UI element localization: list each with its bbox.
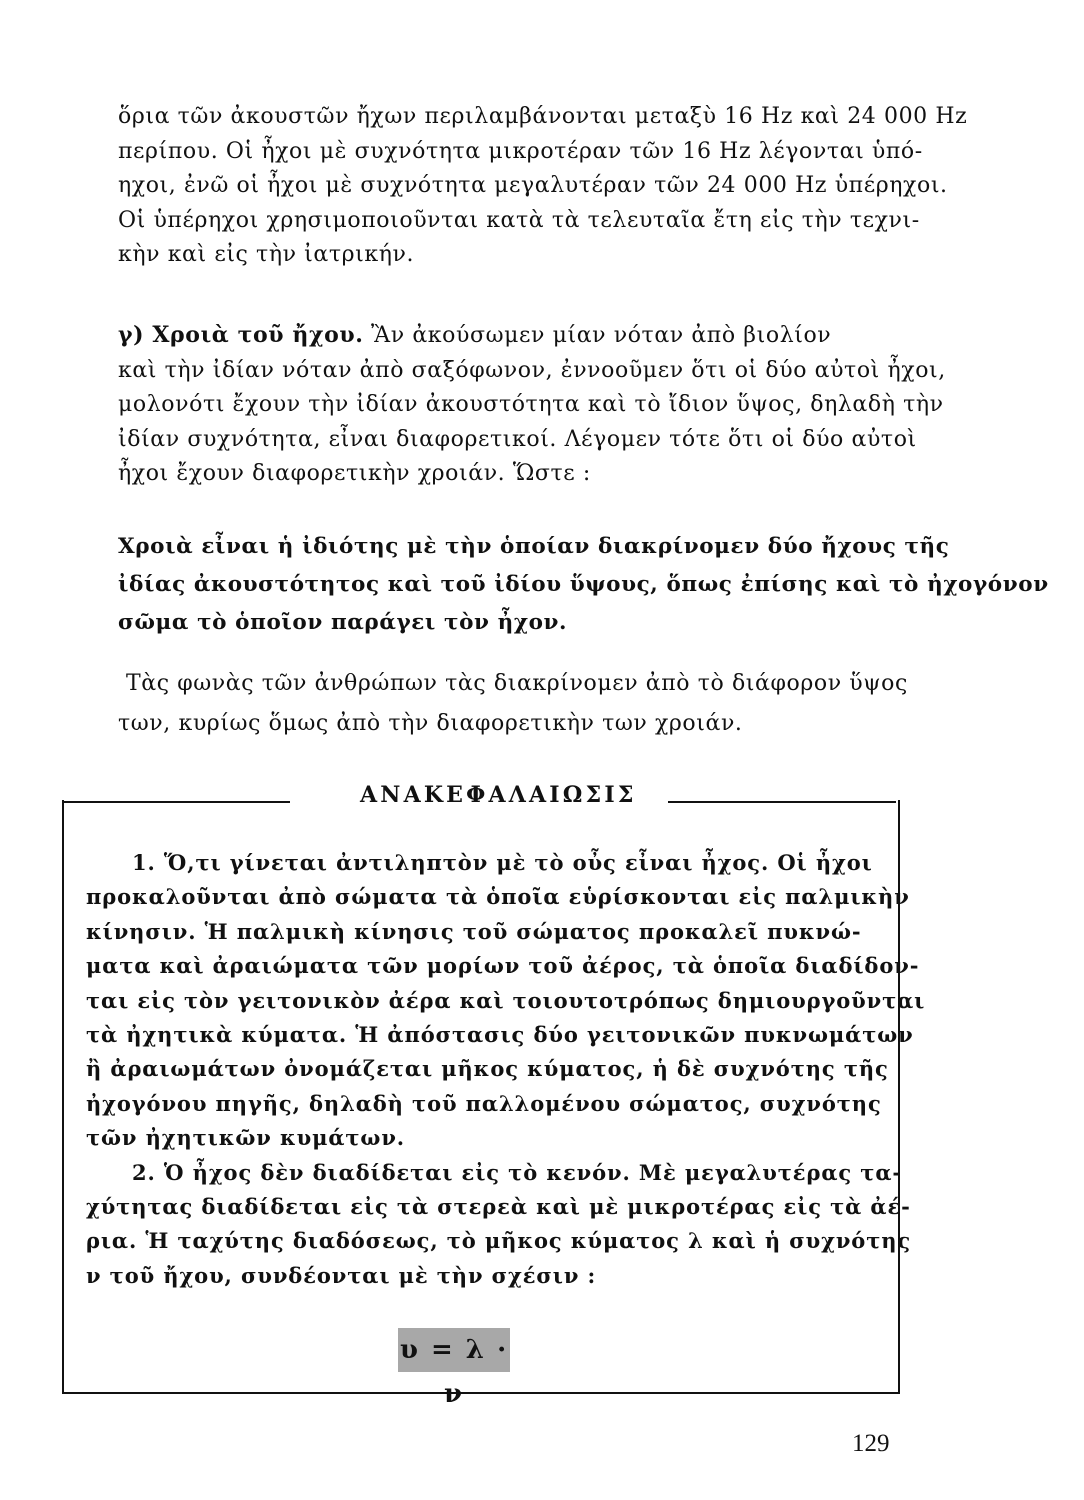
summary-line: κίνησιν. Ἡ παλμικὴ κίνησις τοῦ σώματος προκαλεῖ πυκνώ-	[86, 918, 862, 944]
formula-box: υ = λ · ν	[398, 1328, 510, 1372]
text-line: ὅρια τῶν ἀκουστῶν ἤχων περιλαμβάνονται μεταξὺ 16 Hz καὶ 24 000 Hz	[118, 104, 968, 129]
summary-line: ρια. Ἡ ταχύτης διαδόσεως, τὸ μῆκος κύματος λ καὶ ἡ συχνότης	[86, 1228, 912, 1254]
timbre-definition	[118, 528, 1049, 642]
summary-title: ΑΝΑΚΕΦΑΛΑΙΩΣΙΣ	[360, 782, 637, 808]
summary-line: 2. Ὁ ἦχος δὲν διαδίδεται εἰς τὸ κενόν. Μὲ μεγαλυτέρας τα-	[132, 1159, 902, 1185]
text-line: ἦχοι ἔχουν διαφορετικὴν χροιάν. Ὥστε :	[118, 461, 591, 486]
text-line: των, κυρίως ὅμως ἀπὸ τὴν διαφορετικὴν των χροιάν.	[118, 711, 743, 736]
section-heading: γ) Χροιὰ τοῦ ἤχου.	[118, 322, 364, 348]
text-line: μολονότι ἔχουν τὴν ἰδίαν ἀκουστότητα καὶ τὸ ἴδιον ὕψος, δηλαδὴ τὴν	[118, 392, 944, 417]
text-line	[118, 318, 908, 354]
summary-line: 1. Ὅ,τι γίνεται ἀντιληπτὸν μὲ τὸ οὖς εἶναι ἦχος. Οἱ ἦχοι	[132, 850, 873, 875]
summary-line: ἢ ἀραιωμάτων ὀνομάζεται μῆκος κύματος, ἡ δὲ συχνότης τῆς	[86, 1056, 889, 1082]
text-line: σῶμα τὸ ὁποῖον παράγει τὸν ἦχον.	[118, 610, 568, 635]
voices-paragraph	[118, 664, 908, 744]
summary-line: χύτητας διαδίδεται εἰς τὰ στερεὰ καὶ μὲ μικροτέρας εἰς τὰ ἀέ-	[86, 1194, 911, 1220]
text-line: Χροιὰ εἶναι ἡ ἰδιότης μὲ τὴν ὁποίαν διακρίνομεν δύο ἤχους τῆς	[118, 534, 950, 559]
text-line: ηχοι, ἐνῶ οἱ ἦχοι μὲ συχνότητα μεγαλυτέραν τῶν 24 000 Hz ὑπέρηχοι.	[118, 173, 948, 198]
text-fragment: Ἂν ἀκούσωμεν μίαν νόταν ἀπὸ βιολίον	[363, 323, 832, 348]
summary-line: ματα καὶ ἀραιώματα τῶν μορίων τοῦ ἀέρος, τὰ ὁποῖα διαδίδον-	[86, 953, 920, 979]
summary-line: τῶν ἠχητικῶν κυμάτων.	[86, 1125, 406, 1151]
summary-line: ἠχογόνου πηγῆς, δηλαδὴ τοῦ παλλομένου σώματος, συχνότης	[86, 1090, 882, 1116]
summary-text	[86, 846, 926, 1293]
text-line: καὶ τὴν ἰδίαν νόταν ἀπὸ σαξόφωνον, ἐννοοῦμεν ὅτι οἱ δύο αὐτοὶ ἦχοι,	[118, 357, 946, 383]
summary-line: προκαλοῦνται ἀπὸ σώματα τὰ ὁποῖα εὑρίσκονται εἰς παλμικὴν	[86, 884, 910, 910]
intro-paragraph	[118, 100, 968, 273]
summary-line: ται εἰς τὸν γειτονικὸν ἀέρα καὶ τοιουτοτρόπως δημιουργοῦνται	[86, 987, 926, 1013]
summary-line: ν τοῦ ἤχου, συνδέονται μὲ τὴν σχέσιν :	[86, 1262, 597, 1288]
text-line: Οἱ ὑπέρηχοι χρησιμοποιοῦνται κατὰ τὰ τελευταῖα ἔτη εἰς τὴν τεχνι-	[118, 207, 920, 233]
text-line: κὴν καὶ εἰς τὴν ἰατρικήν.	[118, 242, 415, 267]
timbre-paragraph	[118, 318, 946, 492]
text-line: Τὰς φωνὰς τῶν ἀνθρώπων τὰς διακρίνομεν ἀπὸ τὸ διάφορον ὕψος	[126, 671, 908, 696]
text-line: ἰδίαν συχνότητα, εἶναι διαφορετικοί. Λέγομεν τότε ὅτι οἱ δύο αὐτοὶ	[118, 426, 917, 452]
text-line: περίπου. Οἱ ἦχοι μὲ συχνότητα μικροτέραν τῶν 16 Hz λέγονται ὑπό-	[118, 138, 923, 164]
text-line: ἰδίας ἀκουστότητος καὶ τοῦ ἰδίου ὕψους, ὅπως ἐπίσης καὶ τὸ ἠχογόνον	[118, 572, 1049, 597]
summary-line: τὰ ἠχητικὰ κύματα. Ἡ ἀπόστασις δύο γειτονικῶν πυκνωμάτων	[86, 1022, 914, 1048]
page-number: 129	[852, 1430, 890, 1457]
